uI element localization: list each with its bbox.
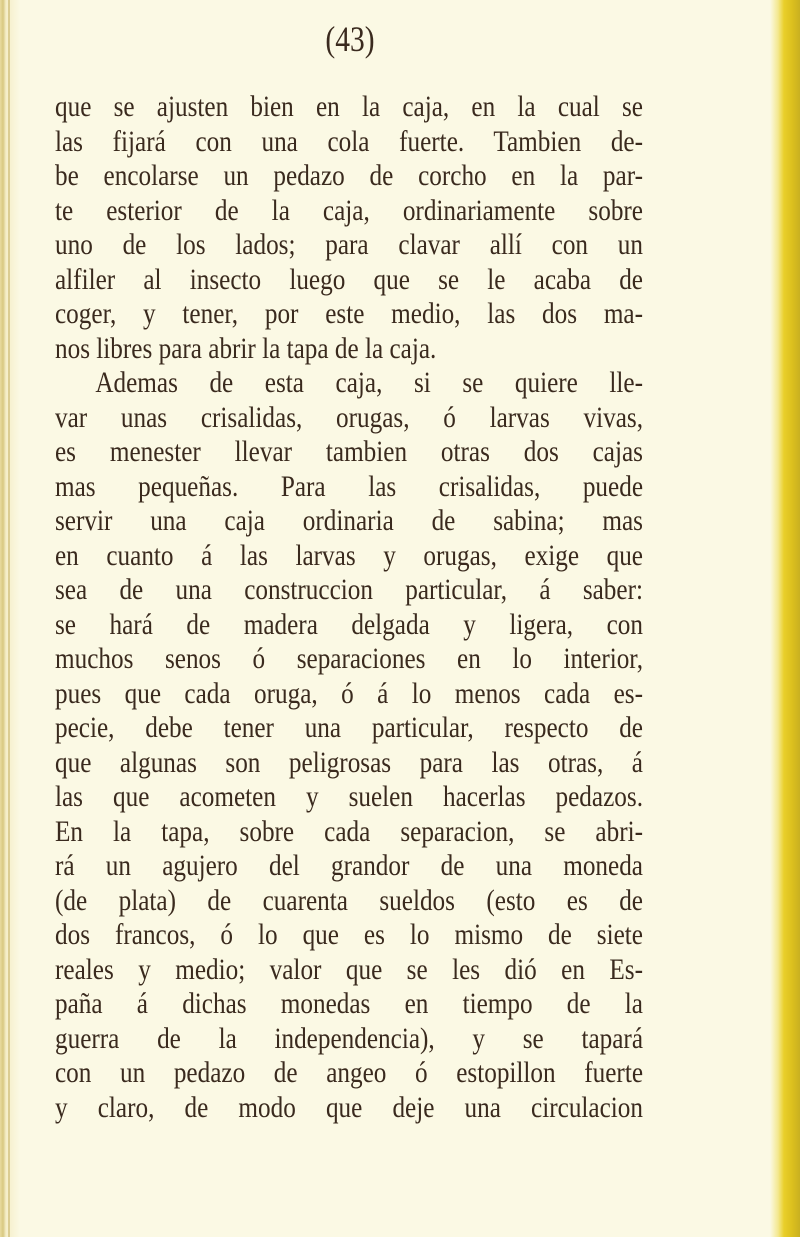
text-line: guerra de la independencia), y se tapará [55, 1021, 643, 1055]
text-line: mas pequeñas. Para las crisalidas, puede [55, 469, 643, 503]
page-number: (43) [325, 19, 375, 59]
text-line: sea de una construccion particular, á saber: [55, 573, 643, 606]
text-line: rá un agujero del grandor de una moneda [55, 849, 643, 882]
text-line: con un pedazo de angeo ó estopillon fuerte [55, 1056, 643, 1089]
text-line: te esterior de la caja, ordinariamente sobre [55, 193, 643, 227]
text-line: dos francos, ó lo que es lo mismo de siete [55, 918, 643, 951]
text-line: paña á dichas monedas en tiempo de la [55, 987, 643, 1020]
text-line: uno de los lados; para clavar allí con un [55, 228, 643, 261]
text-line: pues que cada oruga, ó á lo menos cada es- [55, 676, 643, 710]
text-line: nos libres para abrir la tapa de la caja. [55, 331, 437, 365]
text-line: var unas crisalidas, orugas, ó larvas vivas, [55, 400, 643, 434]
text-line: las que acometen y suelen hacerlas pedazos. [55, 780, 643, 813]
text-line: en cuanto á las larvas y orugas, exige que [55, 538, 643, 572]
text-line: y claro, de modo que deje una circulacion [55, 1090, 643, 1124]
text-line: pecie, debe tener una particular, respecto de [55, 711, 643, 744]
text-line: se hará de madera delgada y ligera, con [55, 607, 643, 641]
text-line: be encolarse un pedazo de corcho en la par- [55, 159, 643, 192]
text-line: Ademas de esta caja, si se quiere lle- [95, 366, 643, 399]
page-binding-edge [0, 0, 20, 1237]
page-gilt-edge [770, 0, 800, 1237]
body-text [55, 90, 643, 1125]
text-line: que se ajusten bien en la caja, en la cual se [55, 90, 643, 123]
text-line: En la tapa, sobre cada separacion, se abri- [55, 814, 643, 848]
text-line: muchos senos ó separaciones en lo interior, [55, 642, 643, 675]
text-line: (de plata) de cuarenta sueldos (esto es de [55, 883, 643, 917]
binding-line [8, 0, 10, 1237]
text-line: las fijará con una cola fuerte. Tambien de- [55, 124, 643, 158]
text-line: que algunas son peligrosas para las otras, á [55, 745, 643, 779]
text-line: reales y medio; valor que se les dió en Es- [55, 952, 643, 986]
text-line: alfiler al insecto luego que se le acaba de [55, 262, 643, 296]
text-line: servir una caja ordinaria de sabina; mas [55, 504, 643, 537]
text-line: coger, y tener, por este medio, las dos ma- [55, 297, 643, 330]
text-line: es menester llevar tambien otras dos cajas [55, 435, 643, 468]
